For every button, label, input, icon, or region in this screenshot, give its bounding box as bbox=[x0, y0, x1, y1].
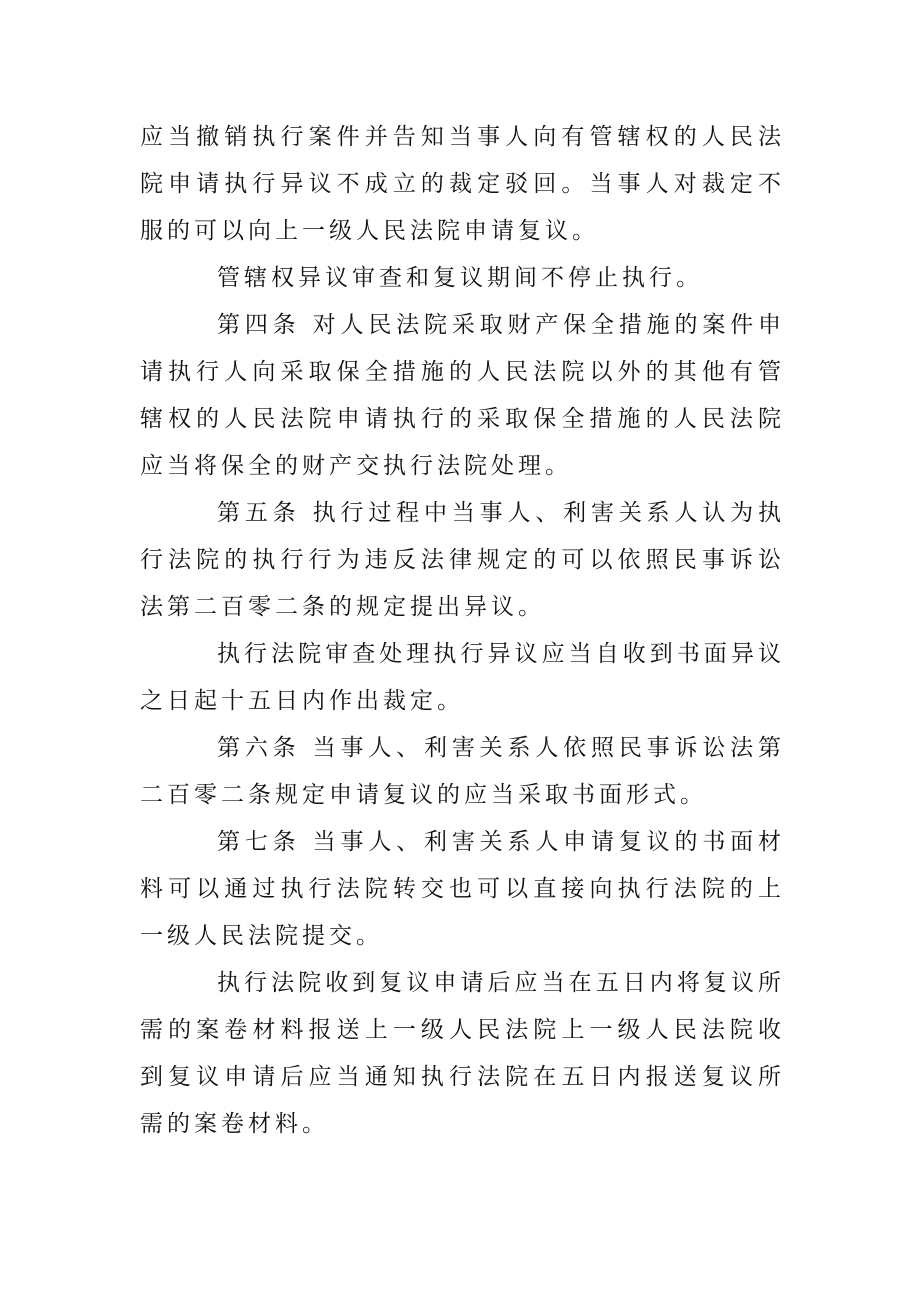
paragraph-article-4: 第四条 对人民法院采取财产保全措施的案件申请执行人向采取保全措施的人民法院以外的其他有管辖权的人民法院申请执行的采取保全措施的人民法院应当将保全的财产交执行法院处理。 bbox=[140, 312, 785, 479]
paragraph-2: 管辖权异议审查和复议期间不停止执行。 bbox=[217, 265, 703, 291]
paragraph-5: 执行法院审查处理执行异议应当自收到书面异议之日起十五日内作出裁定。 bbox=[140, 641, 785, 714]
document-body bbox=[140, 114, 785, 1148]
paragraph-article-5: 第五条 执行过程中当事人、利害关系人认为执行法院的执行行为违反法律规定的可以依照民事诉讼法第二百零二条的规定提出异议。 bbox=[140, 500, 785, 620]
paragraph-1: 应当撤销执行案件并告知当事人向有管辖权的人民法院申请执行异议不成立的裁定驳回。当事人对裁定不服的可以向上一级人民法院申请复议。 bbox=[140, 124, 785, 244]
paragraph-8: 执行法院收到复议申请后应当在五日内将复议所需的案卷材料报送上一级人民法院上一级人民法院收到复议申请后应当通知执行法院在五日内报送复议所需的案卷材料。 bbox=[140, 970, 785, 1137]
paragraph-article-6: 第六条 当事人、利害关系人依照民事诉讼法第二百零二条规定申请复议的应当采取书面形式。 bbox=[140, 735, 785, 808]
paragraph-article-7: 第七条 当事人、利害关系人申请复议的书面材料可以通过执行法院转交也可以直接向执行法院的上一级人民法院提交。 bbox=[140, 829, 785, 949]
